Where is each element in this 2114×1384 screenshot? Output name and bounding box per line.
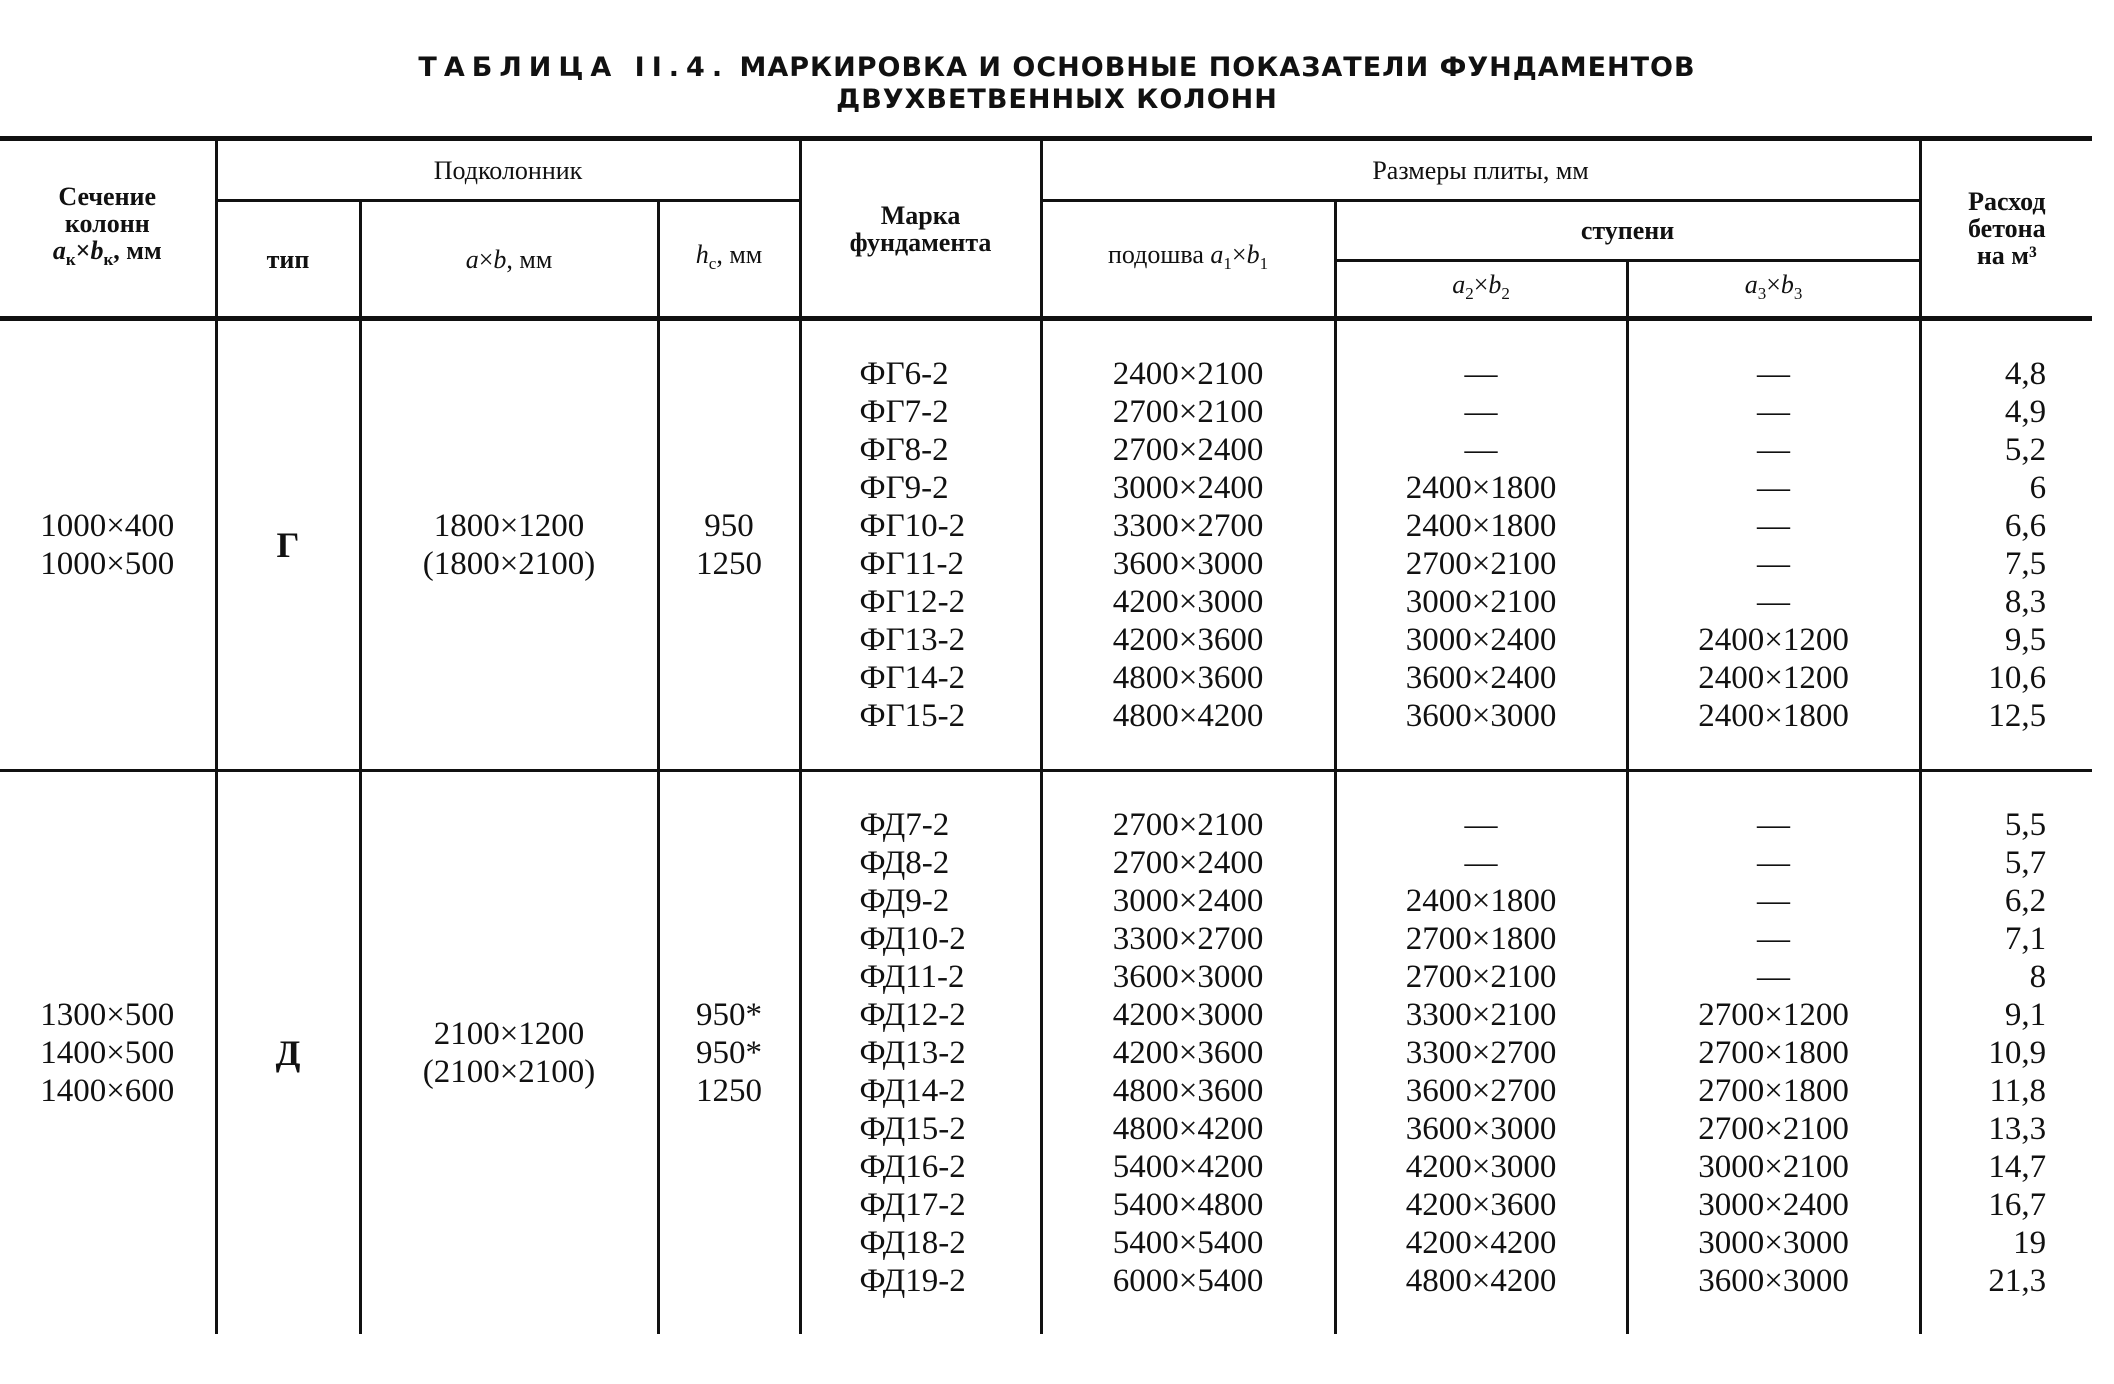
type-value: Г	[276, 525, 300, 565]
concrete-value: 14,7	[1988, 1149, 2047, 1185]
base-size-value: 3000×2400	[1112, 883, 1264, 919]
step3-size-value: —	[1757, 807, 1791, 843]
concrete-value: 8,3	[2004, 584, 2047, 620]
mark-value: ФД14-2	[859, 1073, 966, 1109]
section-value: 1300×500	[40, 997, 175, 1033]
base-size-value: 3600×3000	[1112, 959, 1264, 995]
mark-value: ФД19-2	[859, 1263, 966, 1299]
step3-size-value: —	[1757, 584, 1791, 620]
mark-value: ФГ7-2	[859, 394, 949, 430]
header-mark-line1: Марка	[880, 200, 961, 230]
concrete-value: 4,9	[2004, 394, 2047, 430]
hc-cell	[658, 771, 800, 1335]
step3-size-value: 2700×2100	[1698, 1111, 1849, 1147]
step3-size-cell	[1627, 319, 1920, 771]
mark-value: ФД16-2	[859, 1149, 966, 1185]
table-group	[0, 319, 2092, 771]
base-size-value: 4200×3000	[1112, 997, 1264, 1033]
base-size-value: 3600×3000	[1112, 546, 1264, 582]
hc-value: 1250	[696, 546, 763, 582]
step2-size-value: 4200×3600	[1405, 1187, 1557, 1223]
section-value: 1400×500	[40, 1035, 175, 1071]
step3-size-value: —	[1757, 356, 1791, 392]
mark-value: ФД10-2	[859, 921, 966, 957]
title-line-2: ДВУХВЕТВЕННЫХ КОЛОНН	[836, 84, 1278, 115]
concrete-value: 6,6	[2004, 508, 2047, 544]
title-line-1: МАРКИРОВКА И ОСНОВНЫЕ ПОКАЗАТЕЛИ ФУНДАМЕНТОВ	[739, 52, 1696, 83]
concrete-cell-lines	[1922, 772, 2047, 1334]
base-size-cell	[1041, 771, 1335, 1335]
base-size-value: 4200×3600	[1112, 1035, 1264, 1071]
table-row	[0, 771, 2092, 1335]
step2-size-value: 2400×1800	[1405, 883, 1557, 919]
header-section-line2: колонн	[64, 209, 150, 239]
header-concrete-line3: на м³	[1976, 241, 2037, 270]
section-value: 1000×500	[40, 546, 175, 582]
concrete-value: 5,5	[2004, 807, 2047, 843]
concrete-value: 10,6	[1988, 660, 2047, 696]
mark-value: ФГ12-2	[859, 584, 966, 620]
type-cell	[216, 771, 360, 1335]
step3-size-value: 2700×1800	[1698, 1035, 1849, 1071]
podkolonnik-size-value: 1800×1200	[433, 508, 585, 544]
header-section-line1: Сечение	[58, 182, 157, 212]
header-concrete-line2: бетона	[1968, 214, 2046, 243]
step3-size-value: 3000×2400	[1698, 1187, 1849, 1223]
mark-value: ФГ6-2	[859, 356, 949, 392]
type-value: Д	[275, 1033, 301, 1073]
header-type: тип	[216, 201, 360, 319]
step2-size-value: —	[1464, 845, 1498, 881]
mark-cell	[800, 319, 1041, 771]
header-section-formula: $a_к\times b_к$, мм	[52, 236, 162, 270]
base-size-value: 3300×2700	[1112, 508, 1264, 544]
podkolonnik-size-cell	[360, 319, 658, 771]
concrete-value: 7,1	[2004, 921, 2047, 957]
podkolonnik-size-value: (2100×2100)	[422, 1054, 596, 1090]
step2-size-value: 2400×1800	[1405, 508, 1557, 544]
concrete-value: 5,2	[2004, 432, 2047, 468]
base-size-value: 4200×3000	[1112, 584, 1264, 620]
base-size-value: 4800×4200	[1112, 1111, 1264, 1147]
concrete-value: 11,8	[1989, 1073, 2047, 1109]
step3-size-cell-lines	[1629, 772, 1919, 1334]
table-group	[0, 771, 2092, 1335]
podkolonnik-size-value: 2100×1200	[433, 1016, 585, 1052]
base-size-value: 3000×2400	[1112, 470, 1264, 506]
mark-value: ФГ10-2	[859, 508, 966, 544]
table-row	[0, 319, 2092, 771]
header-axb: a×b, мм	[360, 201, 658, 319]
base-size-value: 5400×4200	[1112, 1149, 1264, 1185]
section-cell	[0, 771, 216, 1335]
section-value: 1000×400	[40, 508, 175, 544]
base-size-cell	[1041, 319, 1335, 771]
type-cell	[216, 319, 360, 771]
header-hc: $h_с$, мм	[658, 201, 800, 319]
hc-cell	[658, 319, 800, 771]
step2-size-value: —	[1464, 356, 1498, 392]
header-concrete	[1920, 139, 2092, 319]
step2-size-value: 3300×2700	[1405, 1035, 1557, 1071]
header-plate-sizes: Размеры плиты, мм	[1041, 139, 1920, 201]
table-title	[0, 52, 2114, 116]
header-base: подошва $a_1\times b_1$	[1041, 201, 1335, 319]
base-size-value: 2700×2400	[1112, 845, 1264, 881]
step2-size-value: —	[1464, 432, 1498, 468]
header-step3: $a_3\times b_3$	[1627, 261, 1920, 319]
step2-size-value: 2700×2100	[1405, 546, 1557, 582]
concrete-value: 4,8	[2004, 356, 2047, 392]
mark-value: ФД17-2	[859, 1187, 966, 1223]
mark-value: ФГ15-2	[859, 698, 966, 734]
mark-value: ФД7-2	[859, 807, 950, 843]
step3-size-value: 3000×3000	[1698, 1225, 1849, 1261]
table-number: ТАБЛИЦА II.4.	[418, 52, 730, 83]
hc-value: 950*	[696, 997, 763, 1033]
hc-cell-lines	[660, 962, 799, 1144]
type-cell-lines	[218, 1000, 359, 1106]
step3-size-value: —	[1757, 432, 1791, 468]
table-header	[0, 139, 2092, 319]
concrete-value: 10,9	[1988, 1035, 2047, 1071]
mark-value: ФД13-2	[859, 1035, 966, 1071]
step2-size-value: —	[1464, 394, 1498, 430]
mark-value: ФГ11-2	[859, 546, 964, 582]
concrete-value: 19	[2013, 1225, 2047, 1261]
concrete-value: 5,7	[2004, 845, 2047, 881]
header-podkolonnik: Подколонник	[216, 139, 800, 201]
step2-size-value: 3300×2100	[1405, 997, 1557, 1033]
podkolonnik-size-value: (1800×2100)	[422, 546, 596, 582]
step3-size-value: 3000×2100	[1698, 1149, 1849, 1185]
type-cell-lines	[218, 492, 359, 598]
step2-size-value: 3600×2400	[1405, 660, 1557, 696]
mark-value: ФД8-2	[859, 845, 950, 881]
step3-size-value: —	[1757, 470, 1791, 506]
base-size-cell-lines	[1043, 321, 1334, 769]
step3-size-value: 2700×1200	[1698, 997, 1849, 1033]
concrete-value: 16,7	[1988, 1187, 2047, 1223]
podkolonnik-size-cell	[360, 771, 658, 1335]
base-size-value: 2700×2100	[1112, 807, 1264, 843]
step3-size-value: —	[1757, 546, 1791, 582]
step2-size-cell-lines	[1337, 321, 1626, 769]
step2-size-value: 2400×1800	[1405, 470, 1557, 506]
step2-size-value: 4200×3000	[1405, 1149, 1557, 1185]
step3-size-value: 2400×1200	[1698, 622, 1849, 658]
step2-size-value: 4800×4200	[1405, 1263, 1557, 1299]
concrete-value: 6,2	[2004, 883, 2047, 919]
base-size-value: 4200×3600	[1112, 622, 1264, 658]
concrete-value: 21,3	[1988, 1263, 2047, 1299]
concrete-value: 9,5	[2004, 622, 2047, 658]
step2-size-value: 2700×1800	[1405, 921, 1557, 957]
step3-size-value: —	[1757, 883, 1791, 919]
step2-size-value: 3000×2100	[1405, 584, 1557, 620]
step3-size-value: 3600×3000	[1698, 1263, 1849, 1299]
mark-value: ФД18-2	[859, 1225, 966, 1261]
base-size-value: 2700×2100	[1112, 394, 1264, 430]
concrete-cell	[1920, 319, 2092, 771]
step2-size-value: 3600×2700	[1405, 1073, 1557, 1109]
header-mark	[800, 139, 1041, 319]
step2-size-cell	[1335, 771, 1627, 1335]
mark-cell-lines	[860, 321, 1040, 769]
header-section	[0, 139, 216, 319]
header-mark-line2: фундамента	[849, 227, 992, 257]
concrete-cell-lines	[1922, 321, 2047, 769]
concrete-cell	[1920, 771, 2092, 1335]
header-steps: ступени	[1335, 201, 1920, 261]
step3-size-value: —	[1757, 845, 1791, 881]
step3-size-value: 2400×1200	[1698, 660, 1849, 696]
podkolonnik-size-cell-lines	[362, 981, 657, 1125]
step2-size-value: 3600×3000	[1405, 698, 1557, 734]
concrete-value: 8	[2029, 959, 2047, 995]
base-size-value: 4800×3600	[1112, 1073, 1264, 1109]
hc-cell-lines	[660, 473, 799, 617]
base-size-cell-lines	[1043, 772, 1334, 1334]
base-size-value: 2700×2400	[1112, 432, 1264, 468]
base-size-value: 3300×2700	[1112, 921, 1264, 957]
step2-size-value: 2700×2100	[1405, 959, 1557, 995]
step2-size-cell	[1335, 319, 1627, 771]
foundations-table	[0, 136, 2092, 1334]
step2-size-value: —	[1464, 807, 1498, 843]
mark-value: ФГ13-2	[859, 622, 966, 658]
header-concrete-line1: Расход	[1968, 187, 2046, 216]
step3-size-value: —	[1757, 959, 1791, 995]
section-cell	[0, 319, 216, 771]
mark-cell	[800, 771, 1041, 1335]
step3-size-value: —	[1757, 508, 1791, 544]
mark-value: ФД15-2	[859, 1111, 966, 1147]
header-step2: $a_2\times b_2$	[1335, 261, 1627, 319]
step2-size-value: 3600×3000	[1405, 1111, 1557, 1147]
base-size-value: 6000×5400	[1112, 1263, 1264, 1299]
mark-value: ФД9-2	[859, 883, 950, 919]
concrete-value: 9,1	[2004, 997, 2047, 1033]
mark-cell-lines	[860, 772, 1040, 1334]
step2-size-cell-lines	[1337, 772, 1626, 1334]
step2-size-value: 3000×2400	[1405, 622, 1557, 658]
step3-size-value: —	[1757, 921, 1791, 957]
base-size-value: 5400×4800	[1112, 1187, 1264, 1223]
mark-value: ФГ14-2	[859, 660, 966, 696]
base-size-value: 2400×2100	[1112, 356, 1264, 392]
concrete-value: 12,5	[1988, 698, 2047, 734]
step3-size-value: 2700×1800	[1698, 1073, 1849, 1109]
base-size-value: 4800×4200	[1112, 698, 1264, 734]
mark-value: ФГ8-2	[859, 432, 949, 468]
podkolonnik-size-cell-lines	[362, 473, 657, 617]
step3-size-value: 2400×1800	[1698, 698, 1849, 734]
section-cell-lines	[0, 473, 215, 617]
step3-size-value: —	[1757, 394, 1791, 430]
hc-value: 950	[704, 508, 754, 544]
section-cell-lines	[0, 962, 215, 1144]
hc-value: 950*	[696, 1035, 763, 1071]
step2-size-value: 4200×4200	[1405, 1225, 1557, 1261]
base-size-value: 5400×5400	[1112, 1225, 1264, 1261]
mark-value: ФД12-2	[859, 997, 966, 1033]
section-value: 1400×600	[40, 1073, 175, 1109]
concrete-value: 13,3	[1988, 1111, 2047, 1147]
base-size-value: 4800×3600	[1112, 660, 1264, 696]
hc-value: 1250	[696, 1073, 763, 1109]
concrete-value: 6	[2029, 470, 2047, 506]
step3-size-cell-lines	[1629, 321, 1919, 769]
mark-value: ФД11-2	[859, 959, 965, 995]
step3-size-cell	[1627, 771, 1920, 1335]
concrete-value: 7,5	[2004, 546, 2047, 582]
mark-value: ФГ9-2	[859, 470, 949, 506]
